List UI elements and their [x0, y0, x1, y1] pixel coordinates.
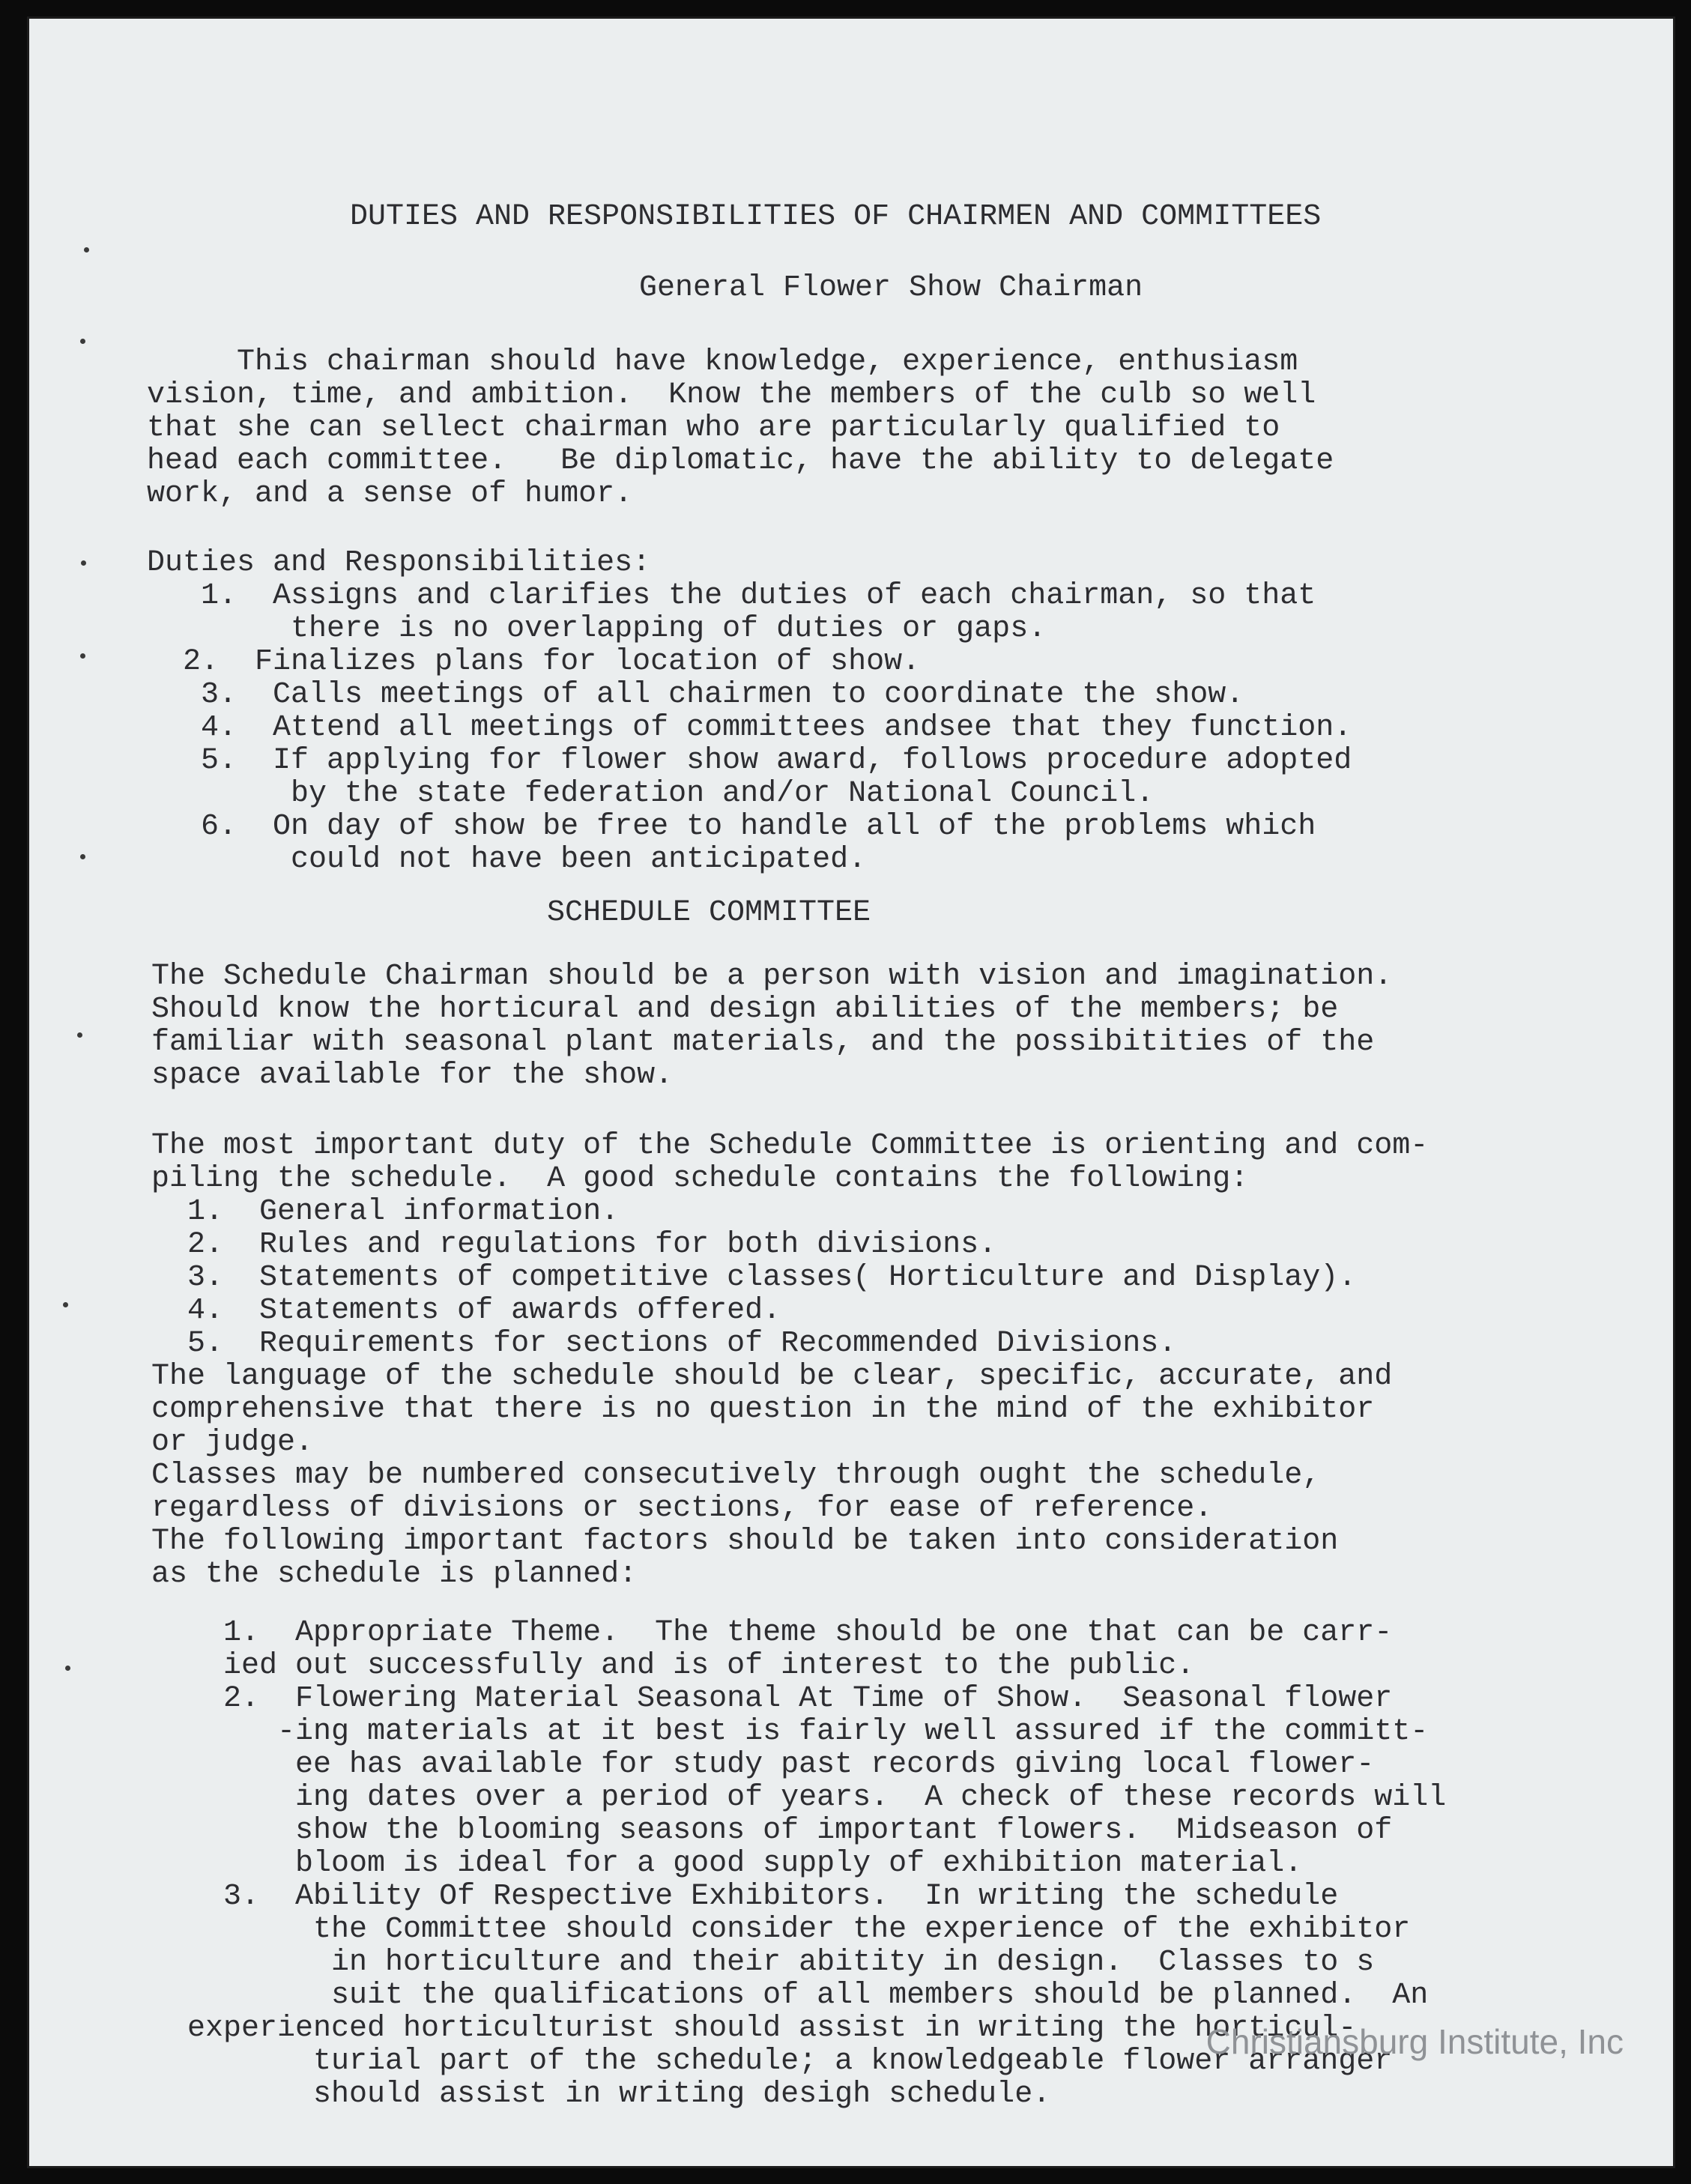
factor-line: ee has available for study past records giving local flower-	[151, 1748, 1375, 1782]
intro-line: work, and a sense of humor.	[147, 477, 633, 511]
duty-item: 3. Calls meetings of all chairmen to coordinate the show.	[147, 678, 1244, 712]
schedule-intro-line: space available for the show.	[151, 1059, 674, 1092]
duty-item: 6. On day of show be free to handle all of the problems which	[147, 810, 1316, 844]
factor-line: -ing materials at it best is fairly well assured if the committ-	[151, 1715, 1429, 1749]
factor-line: experienced horticulturist should assist in writing the horticul-	[151, 2012, 1357, 2045]
margin-dot	[80, 653, 85, 659]
schedule-note-line: or judge.	[151, 1426, 314, 1459]
schedule-item: 1. General information.	[151, 1195, 620, 1229]
factor-line: bloom is ideal for a good supply of exhibition material.	[151, 1847, 1303, 1881]
schedule-intro-line: familiar with seasonal plant materials, and the possibitities of the	[151, 1026, 1375, 1059]
margin-dot	[84, 247, 89, 252]
factor-line: 3. Ability Of Respective Exhibitors. In writing the schedule	[151, 1880, 1339, 1914]
duties-heading: Duties and Responsibilities:	[147, 546, 651, 580]
factor-line: show the blooming seasons of important flowers. Midseason of	[151, 1814, 1393, 1848]
factor-line: the Committee should consider the experience of the exhibitor	[151, 1913, 1411, 1946]
factor-line: 1. Appropriate Theme. The theme should be one that can be carr-	[151, 1616, 1393, 1650]
document-title: DUTIES AND RESPONSIBILITIES OF CHAIRMEN AND COMMITTEES	[350, 200, 1322, 234]
factor-line: ing dates over a period of years. A check of these records will	[151, 1781, 1447, 1815]
schedule-intro-line: The Schedule Chairman should be a person with vision and imagination.	[151, 960, 1393, 993]
factor-line: in horticulture and their abitity in design. Classes to s	[151, 1946, 1375, 1979]
schedule-item: 4. Statements of awards offered.	[151, 1294, 781, 1328]
schedule-intro-line: Should know the horticural and design abilities of the members; be	[151, 993, 1339, 1026]
schedule-note-line: regardless of divisions or sections, for ease of reference.	[151, 1492, 1213, 1525]
margin-dot	[80, 339, 85, 344]
intro-line: vision, time, and ambition. Know the members of the culb so well	[147, 378, 1316, 412]
schedule-note-line: as the schedule is planned:	[151, 1558, 638, 1591]
intro-line: This chairman should have knowledge, experience, enthusiasm	[147, 345, 1298, 379]
duty-item: there is no overlapping of duties or gaps.	[147, 612, 1047, 646]
margin-dot	[81, 560, 86, 566]
schedule-duty-line: The most important duty of the Schedule Committee is orienting and com-	[151, 1129, 1429, 1163]
duty-item: could not have been anticipated.	[147, 843, 867, 877]
intro-line: that she can sellect chairman who are particularly qualified to	[147, 411, 1280, 445]
watermark: Christiansburg Institute, Inc	[1206, 2022, 1624, 2061]
duty-item: 2. Finalizes plans for location of show.	[147, 645, 921, 679]
schedule-note-line: The following important factors should be taken into consideration	[151, 1525, 1339, 1558]
schedule-item: 2. Rules and regulations for both divisions.	[151, 1228, 997, 1262]
duty-item: 1. Assigns and clarifies the duties of each chairman, so that	[147, 579, 1316, 613]
schedule-note-line: The language of the schedule should be clear, specific, accurate, and	[151, 1360, 1393, 1394]
margin-dot	[63, 1302, 68, 1307]
intro-line: head each committee. Be diplomatic, have the ability to delegate	[147, 444, 1334, 478]
factor-line: turial part of the schedule; a knowledgeable flower arranger	[151, 2045, 1393, 2078]
factor-line: should assist in writing desigh schedule.	[151, 2078, 1051, 2111]
factor-line: 2. Flowering Material Seasonal At Time of Show. Seasonal flower	[151, 1682, 1393, 1716]
schedule-item: 5. Requirements for sections of Recommended Divisions.	[151, 1327, 1177, 1361]
margin-dot	[65, 1666, 70, 1671]
duty-item: 4. Attend all meetings of committees andsee that they function.	[147, 711, 1352, 745]
duty-item: 5. If applying for flower show award, follows procedure adopted	[147, 744, 1352, 778]
section-title: SCHEDULE COMMITTEE	[547, 896, 871, 930]
margin-dot	[80, 854, 85, 859]
schedule-note-line: Classes may be numbered consecutively through ought the schedule,	[151, 1459, 1321, 1492]
schedule-note-line: comprehensive that there is no question in the mind of the exhibitor	[151, 1393, 1375, 1427]
section-subtitle: General Flower Show Chairman	[639, 271, 1143, 305]
duty-item: by the state federation and/or National Council.	[147, 777, 1155, 811]
schedule-item: 3. Statements of competitive classes( Horticulture and Display).	[151, 1261, 1357, 1295]
schedule-duty-line: piling the schedule. A good schedule contains the following:	[151, 1162, 1249, 1196]
factor-line: ied out successfully and is of interest to the public.	[151, 1649, 1195, 1683]
factor-line: suit the qualifications of all members should be planned. An	[151, 1979, 1429, 2012]
margin-dot	[77, 1032, 82, 1038]
